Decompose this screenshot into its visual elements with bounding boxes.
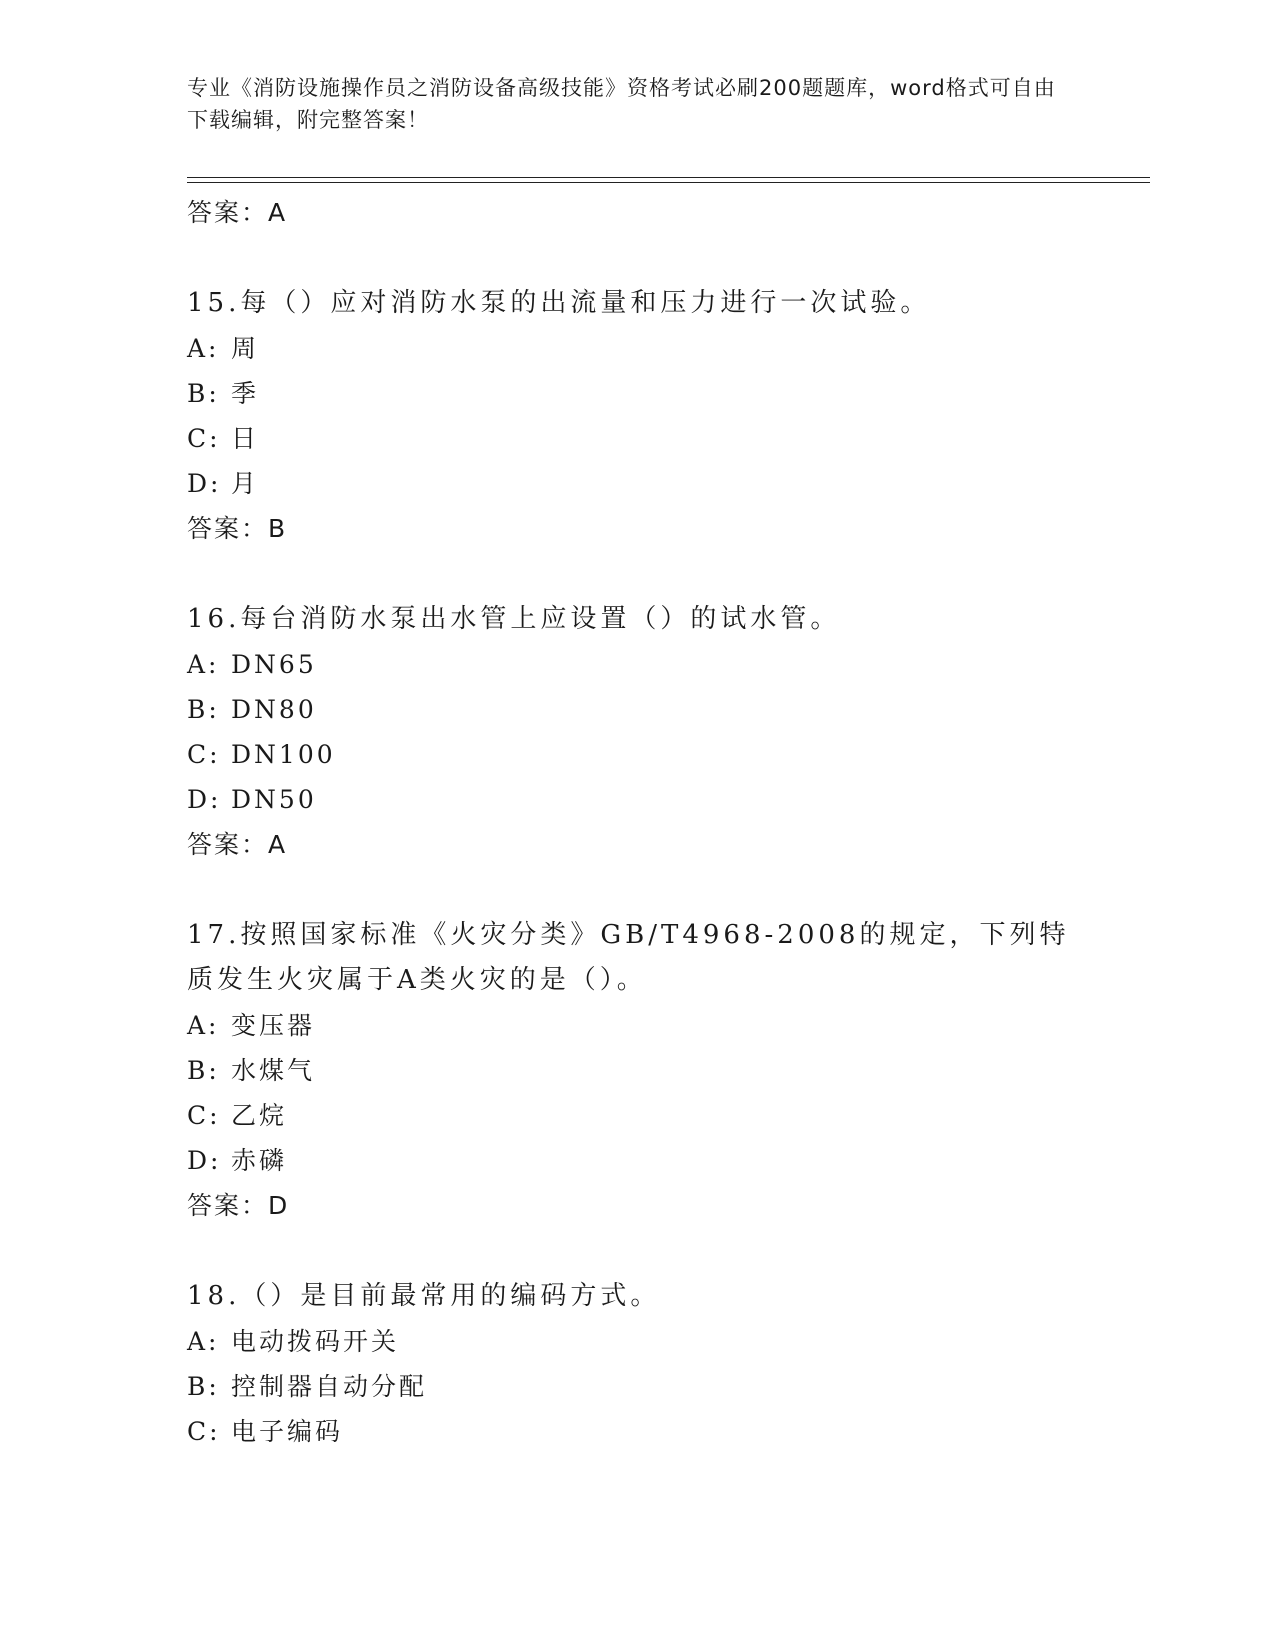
question-17 (187, 913, 1087, 1228)
question-list (187, 190, 1087, 1454)
option-text: 电子编码 (231, 1417, 344, 1446)
option-d (187, 1138, 1087, 1183)
option-a (187, 642, 1087, 687)
option-key: B: (187, 1372, 220, 1401)
option-a (187, 1003, 1087, 1048)
header-divider-bottom (187, 182, 1150, 183)
option-key: D: (187, 785, 222, 814)
option-text: 水煤气 (231, 1056, 316, 1085)
option-text: 赤磷 (231, 1146, 288, 1175)
option-text: 电动拨码开关 (231, 1327, 400, 1356)
option-b (187, 687, 1087, 732)
option-key: C: (187, 740, 221, 769)
option-key: C: (187, 1101, 221, 1130)
option-text: 控制器自动分配 (231, 1372, 428, 1401)
question-stem: 17.按照国家标准《火灾分类》GB/T4968-2008的规定，下列特质发生火灾属于A类火灾的是（）。 (187, 920, 1070, 995)
option-c (187, 1409, 1087, 1454)
question-stem: 18.（）是目前最常用的编码方式。 (187, 1281, 661, 1311)
option-text: 乙烷 (231, 1101, 288, 1130)
option-key: A: (187, 334, 220, 363)
option-text: 周 (231, 334, 260, 363)
option-key: A: (187, 1011, 220, 1040)
option-text: DN50 (231, 785, 317, 814)
option-c (187, 732, 1087, 777)
question-18 (187, 1274, 1087, 1454)
option-key: D: (187, 1146, 222, 1175)
answer-line: 答案：D (187, 1191, 290, 1220)
option-d (187, 461, 1087, 506)
previous-answer: 答案：A (187, 198, 288, 227)
question-15 (187, 281, 1087, 551)
answer-line: 答案：A (187, 830, 288, 859)
question-stem: 15.每（）应对消防水泵的出流量和压力进行一次试验。 (187, 288, 931, 318)
option-text: 变压器 (231, 1011, 316, 1040)
option-key: B: (187, 379, 220, 408)
question-stem: 16.每台消防水泵出水管上应设置（）的试水管。 (187, 604, 841, 634)
option-text: DN80 (231, 695, 317, 724)
option-text: 月 (231, 469, 260, 498)
option-key: B: (187, 1056, 220, 1085)
option-key: A: (187, 1327, 220, 1356)
option-key: A: (187, 650, 220, 679)
option-text: 日 (231, 424, 260, 453)
document-header-title: 专业《消防设施操作员之消防设备高级技能》资格考试必刷200题题库，word格式可自由下载编辑，附完整答案！ (187, 76, 1056, 132)
option-c (187, 1093, 1087, 1138)
option-key: B: (187, 695, 220, 724)
option-b (187, 1364, 1087, 1409)
header-divider-top (187, 177, 1150, 178)
option-a (187, 1319, 1087, 1364)
option-d (187, 777, 1087, 822)
option-key: C: (187, 424, 221, 453)
question-16 (187, 597, 1087, 867)
option-text: DN100 (231, 740, 336, 769)
option-text: DN65 (231, 650, 317, 679)
option-key: C: (187, 1417, 221, 1446)
option-text: 季 (231, 379, 260, 408)
option-key: D: (187, 469, 222, 498)
option-b (187, 371, 1087, 416)
option-c (187, 416, 1087, 461)
option-a (187, 326, 1087, 371)
option-b (187, 1048, 1087, 1093)
answer-line: 答案：B (187, 514, 288, 543)
